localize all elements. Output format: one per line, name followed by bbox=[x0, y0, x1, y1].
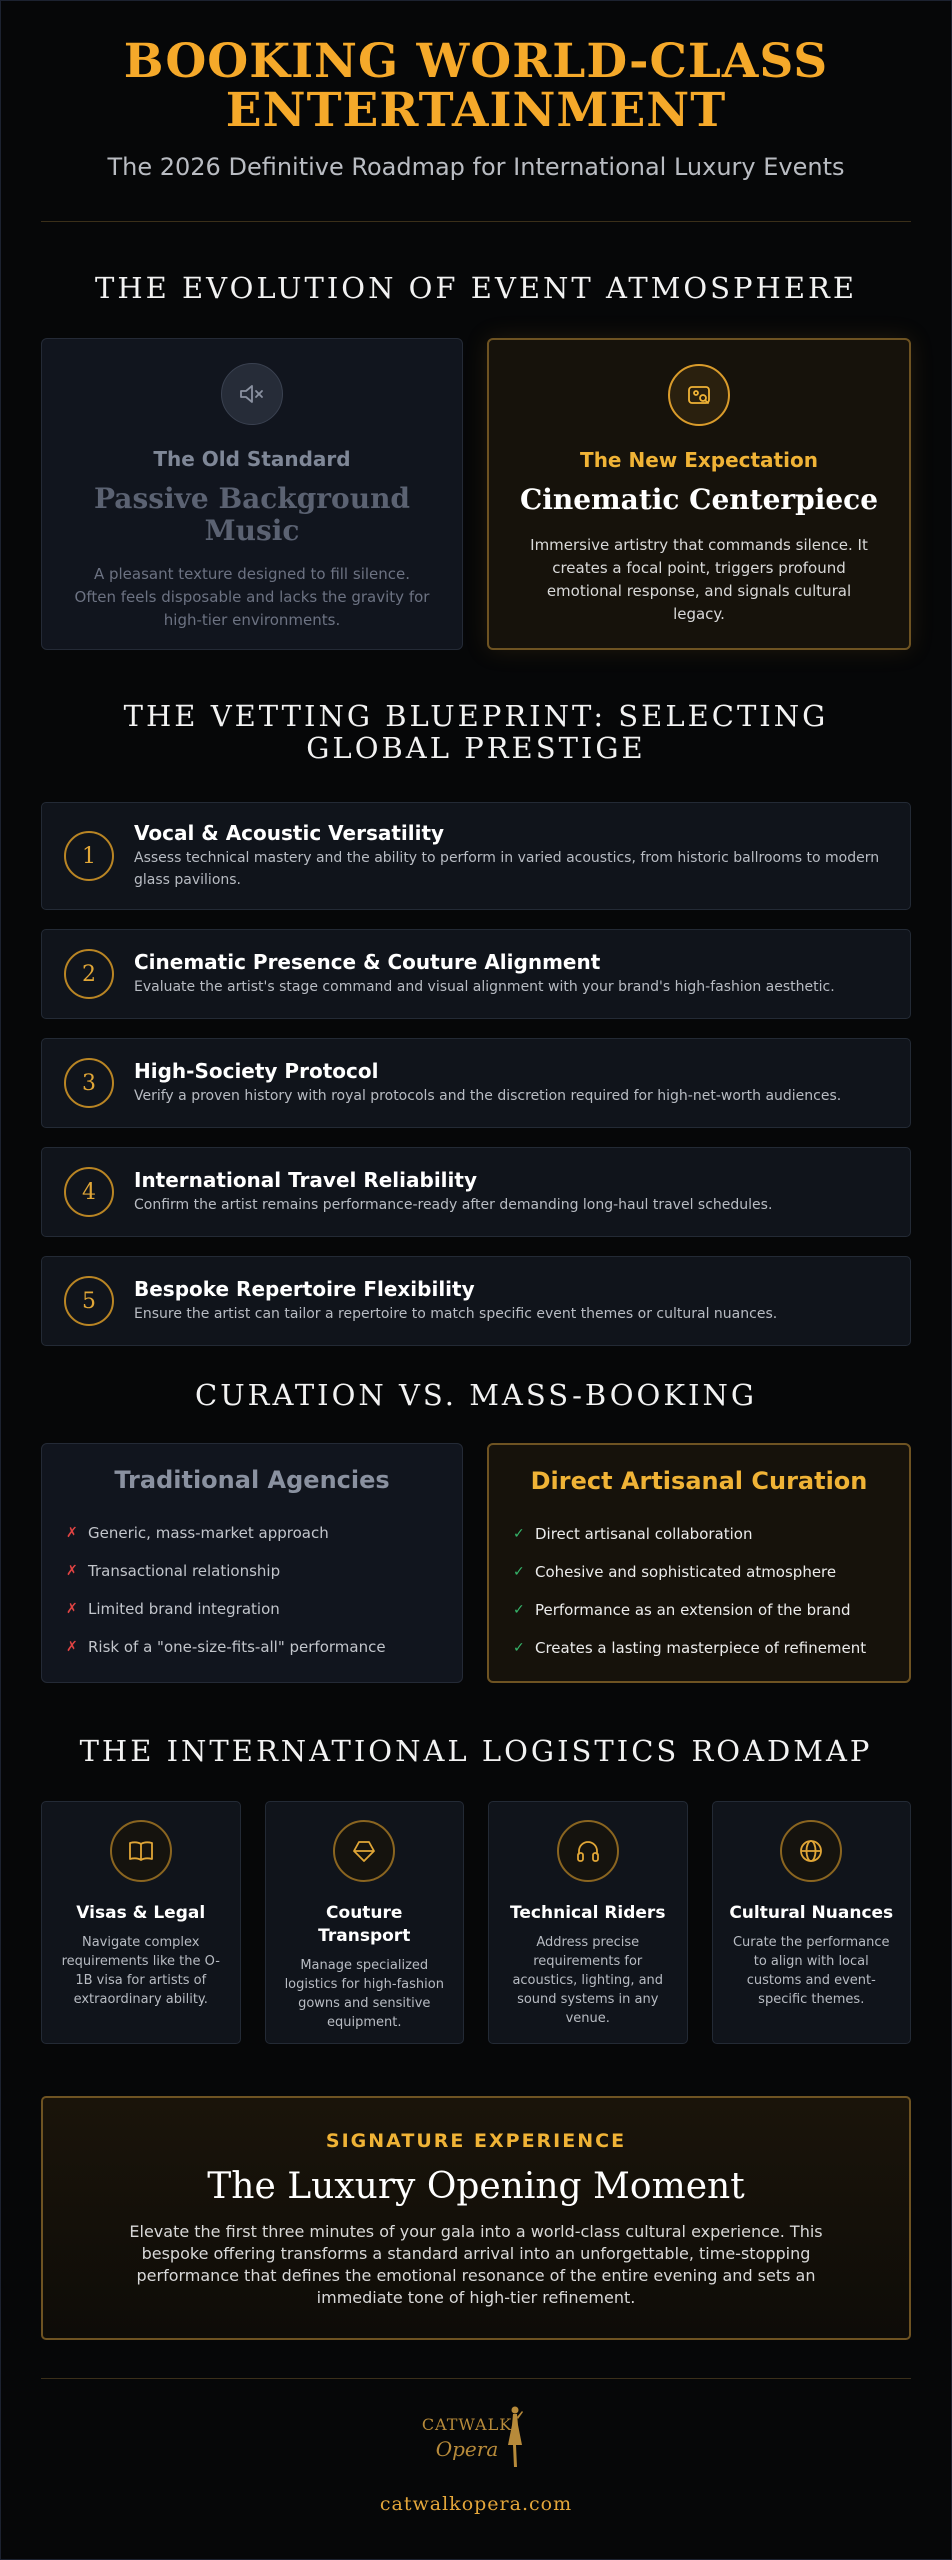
step-number: 1 bbox=[64, 831, 114, 881]
page-subtitle: The 2026 Definitive Roadmap for International Luxury Events bbox=[107, 153, 845, 181]
new-expectation-label: The New Expectation bbox=[580, 448, 818, 472]
hanger-icon bbox=[333, 1820, 395, 1882]
logistics-card-title: Couture Transport bbox=[318, 1903, 411, 1946]
logistics-card bbox=[265, 1801, 465, 2044]
vetting-item-title: Vocal & Acoustic Versatility bbox=[134, 821, 445, 845]
logistics-card-description: Address precise requirements for acoustics, lighting, and sound systems in any venue. bbox=[512, 1935, 664, 2026]
vetting-item-title: High-Society Protocol bbox=[134, 1059, 379, 1083]
book-icon bbox=[110, 1820, 172, 1882]
muted-speaker-icon bbox=[221, 363, 283, 425]
page-title bbox=[41, 34, 911, 138]
vetting-item bbox=[41, 802, 911, 910]
old-standard-description: A pleasant texture designed to fill silence. Often feels disposable and lacks the gravity for high-tier environments. bbox=[74, 565, 430, 629]
curation-comparison bbox=[41, 1443, 911, 1683]
new-expectation-description: Immersive artistry that commands silence. It creates a focal point, triggers profound emotional response, and signals cultural legacy. bbox=[530, 536, 868, 623]
vetting-item-description: Ensure the artist can tailor a repertoire to match specific event themes or cultural nuances. bbox=[134, 1306, 778, 1322]
logistics-card-description: Manage specialized logistics for high-fashion gowns and sensitive equipment. bbox=[284, 1958, 444, 2030]
list-item: ✓ Performance as an extension of the brand bbox=[513, 1601, 851, 1619]
list-item: ✗ Risk of a "one-size-fits-all" performance bbox=[66, 1638, 386, 1656]
vetting-item bbox=[41, 1256, 911, 1346]
logistics-card-title: Technical Riders bbox=[510, 1903, 666, 1923]
dancer-silhouette-icon bbox=[503, 2405, 525, 2471]
divider bbox=[41, 221, 911, 222]
logistics-card bbox=[41, 1801, 241, 2044]
headphones-icon bbox=[557, 1820, 619, 1882]
cross-icon: ✗ bbox=[66, 1525, 78, 1541]
vetting-item bbox=[41, 929, 911, 1019]
title-line-1: BOOKING WORLD-CLASS bbox=[123, 34, 829, 89]
old-standard-title: Passive Background Music bbox=[94, 482, 410, 547]
vetting-item-description: Evaluate the artist's stage command and visual alignment with your brand's high-fashion aesthetic. bbox=[134, 979, 835, 995]
signature-label: SIGNATURE EXPERIENCE bbox=[325, 2130, 627, 2152]
vetting-item-title: Bespoke Repertoire Flexibility bbox=[134, 1277, 475, 1301]
logistics-cards bbox=[41, 1801, 911, 2044]
check-icon: ✓ bbox=[513, 1602, 525, 1618]
direct-curation-title: Direct Artisanal Curation bbox=[530, 1467, 868, 1495]
vetting-item-description: Verify a proven history with royal protocols and the discretion required for high-net-worth audiences. bbox=[134, 1088, 842, 1104]
vetting-heading: THE VETTING BLUEPRINT: SELECTING GLOBAL PRESTIGE bbox=[123, 699, 829, 765]
check-icon: ✓ bbox=[513, 1526, 525, 1542]
vetting-item-title: Cinematic Presence & Couture Alignment bbox=[134, 950, 601, 974]
vetting-item bbox=[41, 1038, 911, 1128]
vetting-list bbox=[41, 802, 911, 1346]
vetting-item bbox=[41, 1147, 911, 1237]
list-item: ✓ Cohesive and sophisticated atmosphere bbox=[513, 1563, 837, 1581]
vetting-item-description: Confirm the artist remains performance-ready after demanding long-haul travel schedules. bbox=[134, 1197, 773, 1213]
cross-icon: ✗ bbox=[66, 1601, 78, 1617]
traditional-agencies-title: Traditional Agencies bbox=[114, 1466, 390, 1494]
header bbox=[41, 1, 911, 181]
evolution-comparison bbox=[41, 338, 911, 650]
list-item: ✗ Generic, mass-market approach bbox=[66, 1524, 329, 1542]
curation-heading: CURATION VS. MASS-BOOKING bbox=[195, 1378, 757, 1412]
logistics-card bbox=[712, 1801, 912, 2044]
cross-icon: ✗ bbox=[66, 1639, 78, 1655]
globe-icon bbox=[780, 1820, 842, 1882]
signature-experience-panel bbox=[41, 2096, 911, 2340]
new-expectation-title: Cinematic Centerpiece bbox=[519, 483, 879, 516]
logistics-card-title: Visas & Legal bbox=[76, 1903, 206, 1923]
step-number: 3 bbox=[64, 1058, 114, 1108]
old-standard-card bbox=[41, 338, 463, 650]
website-link[interactable]: catwalkopera.com bbox=[379, 2493, 573, 2515]
step-number: 2 bbox=[64, 949, 114, 999]
list-item: ✓ Creates a lasting masterpiece of refinement bbox=[513, 1639, 867, 1657]
title-line-2: ENTERTAINMENT bbox=[225, 83, 727, 138]
old-standard-label: The Old Standard bbox=[153, 447, 351, 471]
catwalk-opera-logo: CATWALK Opera bbox=[421, 2403, 531, 2475]
logistics-card-description: Navigate complex requirements like the O-1B visa for artists of extraordinary ability. bbox=[61, 1935, 220, 2007]
logistics-card-title: Cultural Nuances bbox=[729, 1903, 894, 1923]
traditional-agencies-card bbox=[41, 1443, 463, 1683]
list-item: ✓ Direct artisanal collaboration bbox=[513, 1525, 753, 1543]
direct-curation-card bbox=[487, 1443, 911, 1683]
step-number: 4 bbox=[64, 1167, 114, 1217]
list-item: ✗ Limited brand integration bbox=[66, 1600, 280, 1618]
photo-spotlight-icon bbox=[668, 364, 730, 426]
logistics-card-description: Curate the performance to align with local customs and event-specific themes. bbox=[732, 1935, 890, 2007]
cross-icon: ✗ bbox=[66, 1563, 78, 1579]
list-item: ✗ Transactional relationship bbox=[66, 1562, 281, 1580]
vetting-item-description: Assess technical mastery and the ability to perform in varied acoustics, from historic ballrooms to modern glass pavilions. bbox=[134, 850, 880, 888]
evolution-heading: THE EVOLUTION OF EVENT ATMOSPHERE bbox=[94, 271, 858, 305]
signature-title: The Luxury Opening Moment bbox=[207, 2166, 745, 2207]
check-icon: ✓ bbox=[513, 1640, 525, 1656]
vetting-item-title: International Travel Reliability bbox=[134, 1168, 477, 1192]
new-expectation-card bbox=[487, 338, 911, 650]
signature-description: Elevate the first three minutes of your gala into a world-class cultural experience. This bespoke offering transforms a standard arrival into an unforgettable, time-stopping performance that defines the emotional resonance of the entire evening and sets an immediate tone of high-tier refinement. bbox=[129, 2222, 823, 2307]
logistics-heading: THE INTERNATIONAL LOGISTICS ROADMAP bbox=[79, 1734, 873, 1768]
footer bbox=[41, 2403, 911, 2515]
check-icon: ✓ bbox=[513, 1564, 525, 1580]
logistics-card bbox=[488, 1801, 688, 2044]
step-number: 5 bbox=[64, 1276, 114, 1326]
divider bbox=[41, 2378, 911, 2379]
